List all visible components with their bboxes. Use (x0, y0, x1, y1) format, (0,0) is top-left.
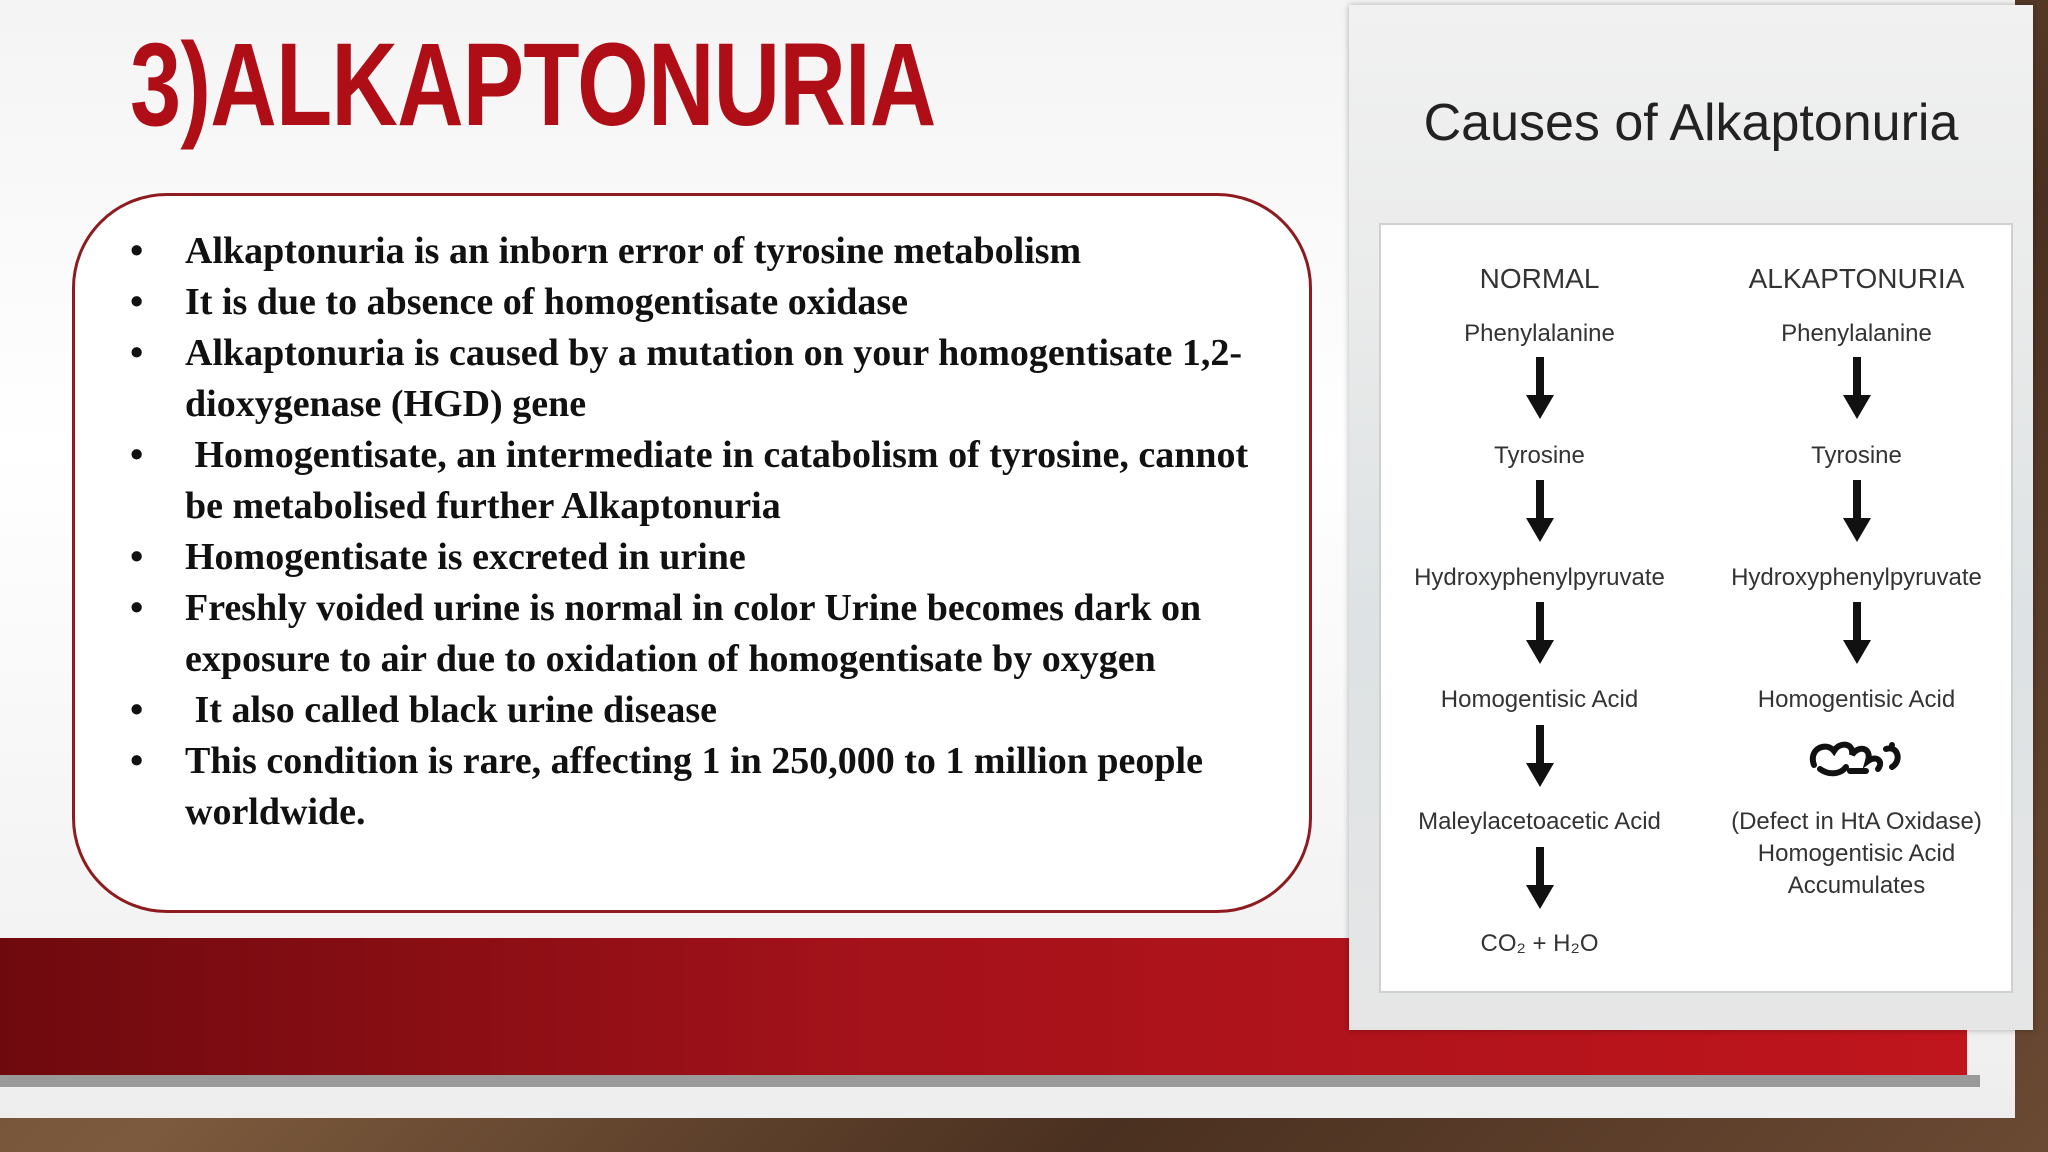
defect-note: Accumulates (1787, 872, 1926, 899)
bullet-text: Freshly voided urine is normal in color Urine becomes dark on exposure to air due to oxidation of homogentisate by oxygen (185, 587, 1202, 680)
normal-step-tyrosine: Tyrosine (1494, 442, 1585, 469)
alk-step-tyrosine: Tyrosine (1811, 442, 1902, 469)
bullet-item (130, 532, 1280, 583)
bullet-marker: • (130, 332, 144, 374)
normal-step-hydroxyphenylpyruvate: Hydroxyphenylpyruvate (1414, 564, 1665, 591)
normal-step-maleylacetoacetic-acid: Maleylacetoacetic Acid (1418, 808, 1661, 835)
bullet-item (130, 328, 1280, 430)
bullet-text: This condition is rare, affecting 1 in 250,000 to 1 million people worldwide. (185, 740, 1203, 833)
down-arrow-icon (1843, 357, 1871, 419)
normal-step-products: CO₂ + H₂O (1480, 930, 1599, 957)
bullet-item (130, 736, 1280, 838)
bullet-marker: • (130, 689, 144, 731)
down-arrow-icon (1526, 847, 1554, 909)
down-arrow-icon (1526, 725, 1554, 787)
down-arrow-icon (1526, 357, 1554, 419)
alk-step-phenylalanine: Phenylalanine (1781, 320, 1932, 347)
bullet-item (130, 685, 1280, 736)
alk-step-homogentisic-acid: Homogentisic Acid (1757, 686, 1956, 713)
bullet-text: Alkaptonuria is an inborn error of tyrosine metabolism (185, 230, 1082, 272)
bullet-content-box (72, 193, 1312, 913)
alkaptonuria-header: ALKAPTONURIA (1748, 263, 1965, 294)
bullet-item (130, 226, 1280, 277)
bullet-text: It also called black urine disease (185, 689, 718, 731)
down-arrow-icon (1843, 480, 1871, 542)
broken-arrow-icon (1806, 735, 1906, 781)
bullet-marker: • (130, 434, 144, 476)
bullet-marker: • (130, 230, 144, 272)
normal-step-homogentisic-acid: Homogentisic Acid (1440, 686, 1639, 713)
bullet-marker: • (130, 587, 144, 629)
bullet-item (130, 277, 1280, 328)
diagram-panel (1349, 5, 2033, 1030)
bullet-marker: • (130, 281, 144, 323)
down-arrow-icon (1526, 602, 1554, 664)
down-arrow-icon (1526, 480, 1554, 542)
bullet-marker: • (130, 740, 144, 782)
bullet-list (130, 226, 1280, 838)
bullet-marker: • (130, 536, 144, 578)
defect-note: (Defect in HtA Oxidase) (1731, 808, 1982, 835)
bullet-item (130, 583, 1280, 685)
bullet-text: Homogentisate, an intermediate in catabolism of tyrosine, cannot be metabolised further Alkaptonuria (185, 434, 1258, 527)
defect-note: Homogentisic Acid (1757, 840, 1956, 867)
slide-title: 3)ALKAPTONURIA (130, 19, 936, 151)
diagram-title: Causes of Alkaptonuria (1423, 94, 1959, 152)
pathway-diagram (1379, 223, 2013, 993)
band-shadow (0, 1075, 1980, 1087)
bullet-item (130, 430, 1280, 532)
bullet-text: Alkaptonuria is caused by a mutation on your homogentisate 1,2-dioxygenase (HGD) gene (185, 332, 1243, 425)
normal-step-phenylalanine: Phenylalanine (1464, 320, 1615, 347)
down-arrow-icon (1843, 602, 1871, 664)
bullet-text: It is due to absence of homogentisate oxidase (185, 281, 909, 323)
alk-step-hydroxyphenylpyruvate: Hydroxyphenylpyruvate (1731, 564, 1982, 591)
bullet-text: Homogentisate is excreted in urine (185, 536, 746, 578)
normal-header: NORMAL (1479, 263, 1600, 294)
